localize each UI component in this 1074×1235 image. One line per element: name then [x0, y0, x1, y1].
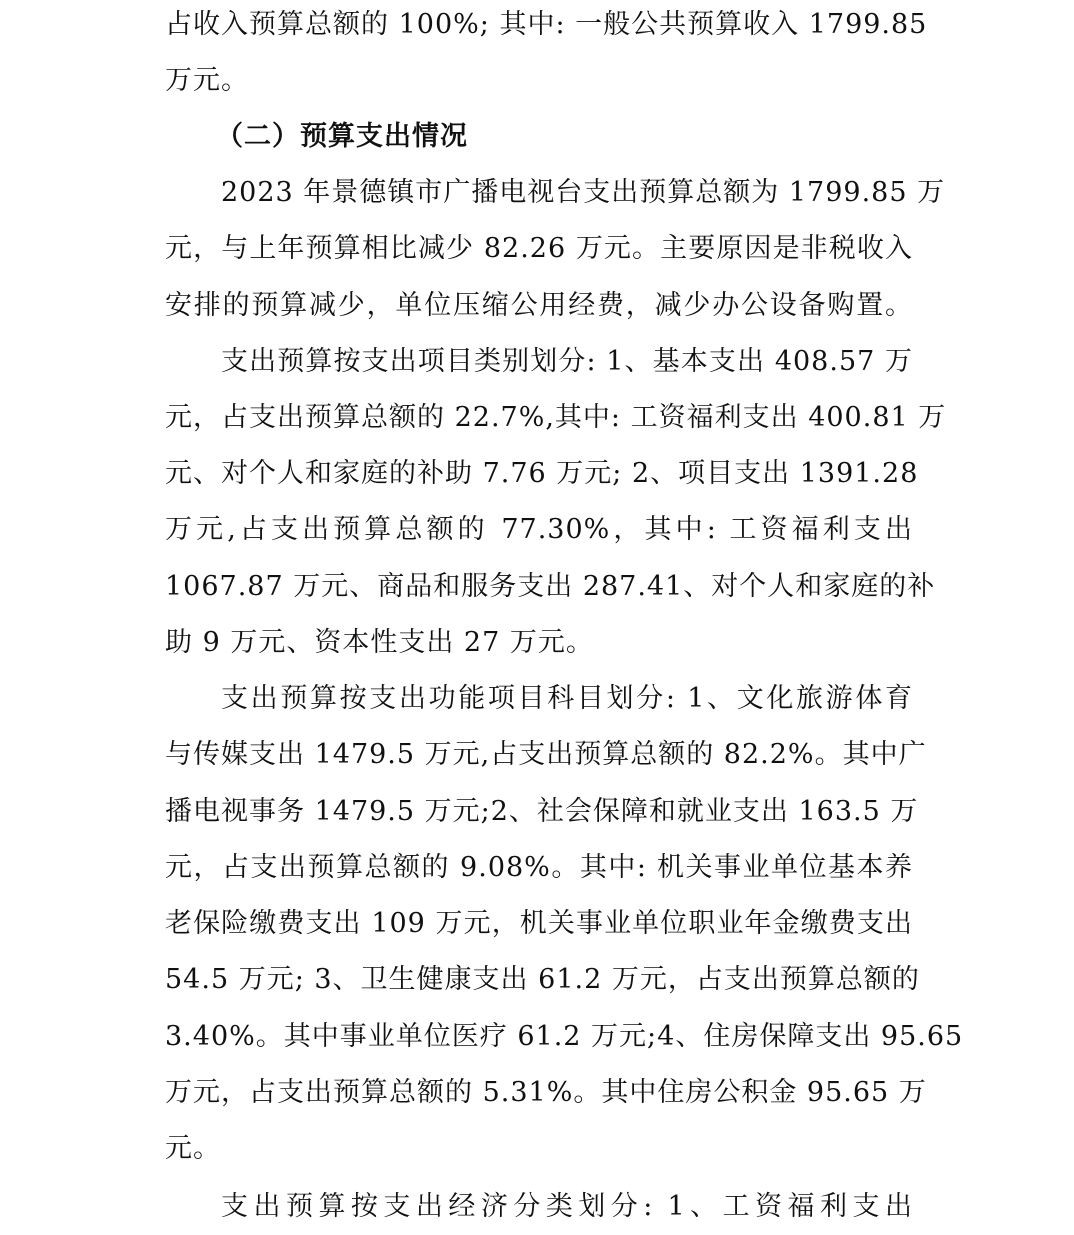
paragraph-line: 万元,占支出预算总额的 77.30%，其中: 工资福利支出 — [165, 514, 913, 545]
paragraph-line: 万元。 — [165, 65, 249, 96]
paragraph-line: 支出预算按支出经济分类划分: 1、工资福利支出 — [221, 1191, 913, 1222]
paragraph-line: 万元，占支出预算总额的 5.31%。其中住房公积金 95.65 万 — [165, 1077, 927, 1108]
paragraph-line: 支出预算按支出项目类别划分: 1、基本支出 408.57 万 — [221, 346, 913, 377]
paragraph-line: 2023 年景德镇市广播电视台支出预算总额为 1799.85 万 — [221, 177, 946, 208]
paragraph-line: 元。 — [165, 1133, 221, 1164]
paragraph-line: 3.40%。其中事业单位医疗 61.2 万元;4、住房保障支出 95.65 — [165, 1021, 964, 1052]
paragraph-line: 占收入预算总额的 100%; 其中: 一般公共预算收入 1799.85 — [165, 9, 928, 40]
paragraph-line: 54.5 万元; 3、卫生健康支出 61.2 万元，占支出预算总额的 — [165, 964, 920, 995]
paragraph-line: 元，占支出预算总额的 22.7%,其中: 工资福利支出 400.81 万 — [165, 402, 947, 433]
paragraph-line: 支出预算按支出功能项目科目划分: 1、文化旅游体育 — [221, 683, 913, 714]
paragraph-line: 助 9 万元、资本性支出 27 万元。 — [165, 627, 594, 658]
paragraph-line: 元，占支出预算总额的 9.08%。其中: 机关事业单位基本养 — [165, 852, 913, 883]
paragraph-line: 安排的预算减少，单位压缩公用经费，减少办公设备购置。 — [165, 290, 913, 321]
paragraph-line: 老保险缴费支出 109 万元，机关事业单位职业年金缴费支出 — [165, 908, 913, 939]
paragraph-line: 元，与上年预算相比减少 82.26 万元。主要原因是非税收入 — [165, 233, 913, 264]
paragraph-line: 播电视事务 1479.5 万元;2、社会保障和就业支出 163.5 万 — [165, 796, 919, 827]
paragraph-line: 元、对个人和家庭的补助 7.76 万元; 2、项目支出 1391.28 — [165, 458, 919, 489]
paragraph-line: 1067.87 万元、商品和服务支出 287.41、对个人和家庭的补 — [165, 571, 936, 602]
section-heading: （二）预算支出情况 — [216, 121, 468, 152]
paragraph-line: 与传媒支出 1479.5 万元,占支出预算总额的 82.2%。其中广 — [165, 739, 927, 770]
